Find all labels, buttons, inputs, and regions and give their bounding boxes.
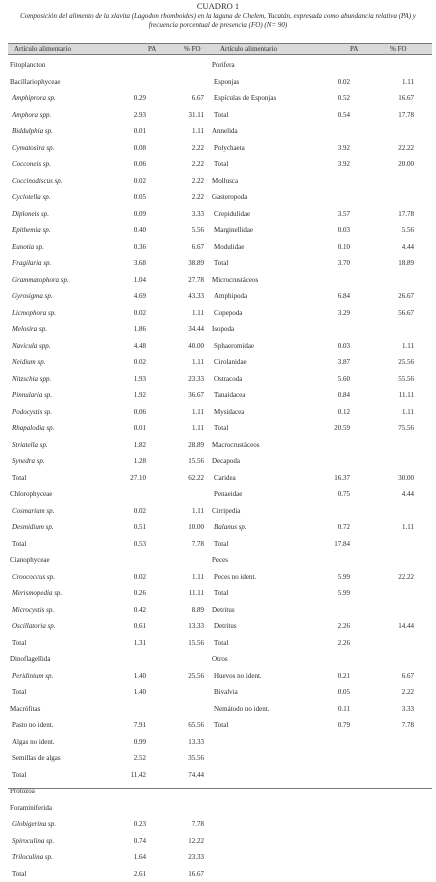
food-item-name: Algas no ident. [12,734,55,751]
food-item-name: Espículas de Esponjas [214,90,276,107]
pa-value: 0.05 [310,684,350,701]
food-item-name: Neidium sp. [12,354,45,371]
food-item-name: Microcystis sp. [12,602,54,619]
pa-value: 0.40 [106,222,146,239]
food-item-name: Modulidae [214,239,244,256]
total-row [8,866,266,882]
pa-value: 0.79 [310,717,350,734]
fo-value: 1.11 [374,338,414,355]
pa-value: 5.99 [310,569,350,586]
food-item-name: Penaeidae [214,486,242,503]
food-item-name: Protozoa [10,783,35,800]
pa-value: 0.52 [310,90,350,107]
pa-value: 0.11 [310,701,350,718]
pa-value: 0.05 [106,189,146,206]
table-row [210,470,432,487]
table-row [210,288,432,305]
pa-value: 0.01 [106,420,146,437]
category-row [210,552,432,569]
fo-value: 12.22 [164,833,204,850]
pa-value: 3.68 [106,255,146,272]
pa-value: 0.10 [310,239,350,256]
food-item-name: Cosmarium sp. [12,503,54,520]
pa-value: 0.02 [106,354,146,371]
food-item-name: Amphiprora sp. [12,90,56,107]
fo-value: 1.11 [374,404,414,421]
fo-value: 13.33 [164,618,204,635]
table-row [210,519,432,536]
fo-value: 15.56 [164,453,204,470]
pa-value: 0.12 [310,404,350,421]
food-item-name: Rhapalodia sp. [12,420,54,437]
pa-value: 2.61 [106,866,146,882]
pa-value: 0.08 [106,140,146,157]
category-row [8,783,266,800]
food-item-name: Pasto no ident. [12,717,53,734]
food-item-name: Croococcus sp. [12,569,55,586]
food-item-name: Tanaidacea [214,387,245,404]
pa-value: 5.99 [310,585,350,602]
pa-value: 1.40 [106,668,146,685]
table-row [8,833,266,850]
table-row [210,387,432,404]
food-item-name: Biddulphia sp. [12,123,53,140]
pa-value: 6.84 [310,288,350,305]
table-row [210,140,432,157]
fo-value: 2.22 [164,140,204,157]
food-item-name: Fragilaria sp. [12,255,51,272]
pa-value: 0.75 [310,486,350,503]
food-item-name: Caridea [214,470,236,487]
food-item-name: Mollusca [212,173,238,190]
fo-value: 31.11 [164,107,204,124]
bottom-rule [8,788,432,789]
table-row [210,222,432,239]
food-item-name: Total [12,767,26,784]
fo-value: 6.67 [374,668,414,685]
pa-value: 0.02 [106,569,146,586]
pa-value: 7.91 [106,717,146,734]
pa-value: 3.29 [310,305,350,322]
fo-value: 1.11 [164,354,204,371]
fo-value: 40.00 [164,338,204,355]
fo-value: 1.11 [164,420,204,437]
fo-value: 7.78 [164,536,204,553]
fo-value: 4.44 [374,239,414,256]
fo-value: 35.56 [164,750,204,767]
pa-value: 0.02 [106,503,146,520]
food-item-name: Peridinium sp. [12,668,53,685]
food-item-name: Total [214,717,228,734]
table-row [210,668,432,685]
total-row [210,717,432,734]
food-item-name: Sphaeromidae [214,338,254,355]
food-item-name: Total [214,107,228,124]
category-row [210,651,432,668]
category-row [210,173,432,190]
table-row [210,486,432,503]
table-caption: Composición del alimento de la xlavita (Lagodon rhomboides) en la laguna de Chelem, Yucatán, expresada como abundancia relativa (PA) y frecuencia porcentual de presencia (FO) (N= 90) [8,12,428,29]
pa-value: 0.23 [106,816,146,833]
food-item-name: Cymatosira sp. [12,140,54,157]
food-item-name: Total [214,420,228,437]
fo-value: 25.56 [164,668,204,685]
header-article-left: Artículo alimentario [14,45,71,53]
table-row [210,338,432,355]
pa-value: 4.48 [106,338,146,355]
pa-value: 0.02 [106,173,146,190]
food-item-name: Huevos no ident. [214,668,262,685]
total-row [210,585,432,602]
food-item-name: Desmidium sp. [12,519,54,536]
food-item-name: Marginellidae [214,222,253,239]
category-row [210,453,432,470]
fo-value: 20.00 [374,156,414,173]
pa-value: 0.03 [310,222,350,239]
header-article-right: Artículo alimentario [220,45,277,53]
table-row [210,404,432,421]
pa-value: 0.03 [310,338,350,355]
food-item-name: Peces [212,552,228,569]
header-fo-right: % FO [390,45,407,53]
pa-value: 3.92 [310,156,350,173]
pa-value: 1.64 [106,849,146,866]
table-row [210,569,432,586]
fo-value: 10.00 [164,519,204,536]
category-row [8,800,266,817]
fo-value: 4.44 [374,486,414,503]
fo-value: 25.56 [374,354,414,371]
food-item-name: Gyrosigma sp. [12,288,53,305]
fo-value: 1.11 [164,404,204,421]
food-item-name: Macrocrustáceos [212,437,259,454]
fo-value: 6.67 [164,239,204,256]
pa-value: 20.59 [310,420,350,437]
pa-value: 1.82 [106,437,146,454]
food-item-name: Cirolanidae [214,354,247,371]
food-item-name: Amphora spp. [12,107,51,124]
food-item-name: Mysidacea [214,404,244,421]
table-row [210,74,432,91]
food-item-name: Microcrustáceos [212,272,258,289]
pa-value: 3.70 [310,255,350,272]
pa-value: 2.93 [106,107,146,124]
pa-value: 17.84 [310,536,350,553]
table-row [210,354,432,371]
food-item-name: Cirripedia [212,503,240,520]
pa-value: 1.31 [106,635,146,652]
category-row [210,321,432,338]
right-column [210,57,432,734]
total-row [210,536,432,553]
food-item-name: Melosira sp. [12,321,47,338]
fo-value: 5.56 [164,222,204,239]
pa-value: 0.09 [106,206,146,223]
food-item-name: Foraminiferida [10,800,52,817]
pa-value: 2.26 [310,635,350,652]
pa-value: 3.92 [310,140,350,157]
fo-value: 38.89 [164,255,204,272]
pa-value: 0.54 [310,107,350,124]
total-row [210,107,432,124]
total-row [210,635,432,652]
food-item-name: Gasteropoda [212,189,247,206]
food-item-name: Spiroculina sp. [12,833,54,850]
fo-value: 2.22 [164,156,204,173]
pa-value: 0.01 [106,123,146,140]
fo-value: 26.67 [374,288,414,305]
fo-value: 16.67 [374,90,414,107]
food-item-name: Total [214,255,228,272]
fo-value: 5.56 [374,222,414,239]
table-row [210,618,432,635]
table-row [210,371,432,388]
food-item-name: Total [214,635,228,652]
pa-value: 2.26 [310,618,350,635]
pa-value: 0.21 [310,668,350,685]
food-item-name: Cocconeis sp. [12,156,51,173]
food-item-name: Merismopedia sp. [12,585,62,602]
food-item-name: Total [214,585,228,602]
table-row [8,750,266,767]
fo-value: 30.00 [374,470,414,487]
food-item-name: Porifera [212,57,235,74]
food-item-name: Crepidulidae [214,206,250,223]
table-row [8,734,266,751]
food-item-name: Total [12,866,26,882]
pa-value: 4.69 [106,288,146,305]
fo-value: 65.56 [164,717,204,734]
fo-value: 7.78 [374,717,414,734]
pa-value: 0.02 [106,305,146,322]
fo-value: 27.78 [164,272,204,289]
category-row [210,123,432,140]
pa-value: 1.92 [106,387,146,404]
fo-value: 1.11 [164,123,204,140]
fo-value: 13.33 [164,734,204,751]
food-item-name: Coccinodiscus sp. [12,173,63,190]
fo-value: 1.11 [374,74,414,91]
pa-value: 1.86 [106,321,146,338]
food-item-name: Synedra sp. [12,453,45,470]
fo-value: 1.11 [164,503,204,520]
food-item-name: Total [214,536,228,553]
table-header [8,43,432,55]
fo-value: 11.11 [164,585,204,602]
fo-value: 74.44 [164,767,204,784]
fo-value: 36.67 [164,387,204,404]
fo-value: 55.56 [374,371,414,388]
food-item-name: Striatella sp. [12,437,48,454]
fo-value: 7.78 [164,816,204,833]
fo-value: 2.22 [374,684,414,701]
table-row [210,206,432,223]
pa-value: 1.40 [106,684,146,701]
category-row [210,503,432,520]
fo-value: 28.89 [164,437,204,454]
category-row [210,57,432,74]
pa-value: 1.04 [106,272,146,289]
pa-value: 0.26 [106,585,146,602]
fo-value: 18.89 [374,255,414,272]
table-row [210,90,432,107]
fo-value: 56.67 [374,305,414,322]
fo-value: 3.33 [374,701,414,718]
fo-value: 1.11 [374,519,414,536]
food-item-name: Total [214,156,228,173]
fo-value: 3.33 [164,206,204,223]
total-row [210,156,432,173]
fo-value: 2.22 [164,173,204,190]
food-item-name: Macrófitas [10,701,40,718]
table-row [8,849,266,866]
pa-value: 0.29 [106,90,146,107]
fo-value: 22.22 [374,140,414,157]
fo-value: 34.44 [164,321,204,338]
food-item-name: Licmophora sp. [12,305,56,322]
pa-value: 0.53 [106,536,146,553]
category-row [210,189,432,206]
food-item-name: Total [12,536,26,553]
pa-value: 5.60 [310,371,350,388]
header-fo-left: % FO [184,45,201,53]
fo-value: 16.67 [164,866,204,882]
fo-value: 2.22 [164,189,204,206]
food-item-name: Detritus [214,618,237,635]
pa-value: 3.57 [310,206,350,223]
pa-value: 0.02 [310,74,350,91]
fo-value: 8.89 [164,602,204,619]
pa-value: 0.06 [106,156,146,173]
food-item-name: Decapoda [212,453,240,470]
table-row [8,816,266,833]
fo-value: 1.11 [164,569,204,586]
food-item-name: Globigerina sp. [12,816,56,833]
food-item-name: Bacillariophyceae [10,74,61,91]
food-item-name: Bivalvia [214,684,238,701]
total-row [210,255,432,272]
fo-value: 15.56 [164,635,204,652]
food-item-name: Amphipoda [214,288,247,305]
food-item-name: Total [12,470,26,487]
fo-value: 14.44 [374,618,414,635]
food-item-name: Chlorophyceae [10,486,52,503]
food-item-name: Esponjas [214,74,239,91]
pa-value: 0.74 [106,833,146,850]
pa-value: 3.87 [310,354,350,371]
pa-value: 16.37 [310,470,350,487]
table-title: CUADRO 1 [0,1,436,11]
fo-value: 43.33 [164,288,204,305]
food-item-name: Peces no ident. [214,569,256,586]
food-item-name: Total [12,684,26,701]
food-item-name: Fitoplancton [10,57,45,74]
food-item-name: Isopoda [212,321,234,338]
category-row [210,272,432,289]
food-item-name: Cianophyceae [10,552,50,569]
pa-value: 0.84 [310,387,350,404]
food-item-name: Semillas de algas [12,750,61,767]
food-item-name: Navicula spp. [12,338,51,355]
pa-value: 1.28 [106,453,146,470]
food-item-name: Triloculina sp. [12,849,53,866]
food-item-name: Otros [212,651,228,668]
fo-value: 1.11 [164,305,204,322]
fo-value: 23.33 [164,849,204,866]
food-item-name: Eunotia sp. [12,239,44,256]
table-row [210,239,432,256]
food-item-name: Copepoda [214,305,242,322]
food-item-name: Cyclotella sp. [12,189,51,206]
pa-value: 1.93 [106,371,146,388]
food-item-name: Diploneis sp. [12,206,49,223]
pa-value: 0.51 [106,519,146,536]
food-item-name: Dinoflagellida [10,651,50,668]
fo-value: 6.67 [164,90,204,107]
fo-value: 11.11 [374,387,414,404]
table-row [210,701,432,718]
fo-value: 62.22 [164,470,204,487]
fo-value: 23.33 [164,371,204,388]
fo-value: 17.78 [374,206,414,223]
pa-value: 0.99 [106,734,146,751]
food-item-name: Oscillatoria sp. [12,618,56,635]
fo-value: 75.56 [374,420,414,437]
food-item-name: Detritus [212,602,235,619]
food-item-name: Podocystis sp. [12,404,52,421]
pa-value: 27.10 [106,470,146,487]
table-row [210,305,432,322]
total-row [210,420,432,437]
category-row [210,437,432,454]
food-item-name: Ostracoda [214,371,242,388]
pa-value: 2.52 [106,750,146,767]
total-row [8,767,266,784]
fo-value: 22.22 [374,569,414,586]
food-item-name: Nitzschia spp. [12,371,51,388]
pa-value: 11.42 [106,767,146,784]
pa-value: 0.72 [310,519,350,536]
food-item-name: Pinnularia sp. [12,387,52,404]
table-row [210,684,432,701]
pa-value: 0.06 [106,404,146,421]
pa-value: 0.42 [106,602,146,619]
header-pa-left: PA [148,45,156,53]
food-item-name: Epithemia sp. [12,222,51,239]
pa-value: 0.36 [106,239,146,256]
food-item-name: Nemátodo no ident. [214,701,269,718]
header-pa-right: PA [350,45,358,53]
food-item-name: Annelida [212,123,238,140]
food-item-name: Total [12,635,26,652]
food-item-name: Polychaeta [214,140,245,157]
category-row [210,602,432,619]
food-item-name: Grammatophora sp. [12,272,69,289]
food-item-name: Balanus sp. [214,519,247,536]
fo-value: 17.78 [374,107,414,124]
pa-value: 0.61 [106,618,146,635]
